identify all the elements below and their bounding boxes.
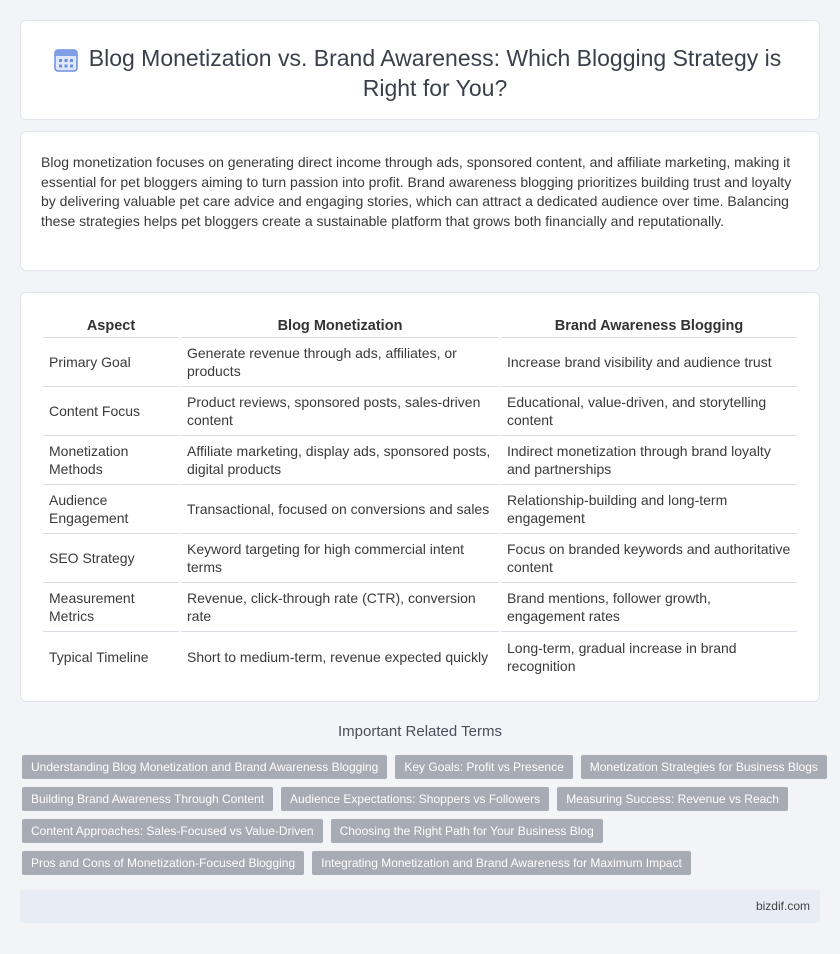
related-term-link[interactable]: Measuring Success: Revenue vs Reach [557, 787, 788, 811]
intro-paragraph: Blog monetization focuses on generating direct income through ads, sponsored content, and affiliate marketing, making it essential for pet bloggers aiming to turn passion into profit. Brand awareness blogging prioritizes building trust and loyalty by delivering valuable pet care advice and engaging stories, which can attract a dedicated audience over time. Balancing these strategies helps pet bloggers create a sustainable platform that grows both financially and reputationally. [41, 154, 792, 229]
table-row [43, 485, 797, 534]
intro-card [20, 131, 820, 271]
related-term-link[interactable]: Key Goals: Profit vs Presence [395, 755, 572, 779]
comparison-table [41, 315, 799, 681]
row-aspect: Content Focus [43, 387, 179, 436]
tag-row [22, 851, 822, 875]
row-brand-awareness: Brand mentions, follower growth, engagement rates [501, 583, 797, 632]
comparison-card [20, 292, 820, 702]
row-brand-awareness: Educational, value-driven, and storytelling content [501, 387, 797, 436]
row-aspect: Typical Timeline [49, 648, 149, 665]
table-row [43, 583, 797, 632]
related-term-link[interactable]: Choosing the Right Path for Your Business Blog [331, 819, 603, 843]
row-aspect: Monetization Methods [43, 436, 179, 485]
row-brand-awareness: Long-term, gradual increase in brand recognition [507, 639, 737, 674]
row-aspect: Audience Engagement [43, 485, 179, 534]
related-term-link[interactable]: Building Brand Awareness Through Content [22, 787, 273, 811]
header-aspect: Aspect [43, 315, 179, 338]
related-term-link[interactable]: Audience Expectations: Shoppers vs Followers [281, 787, 549, 811]
row-monetization: Affiliate marketing, display ads, sponsored posts, digital products [181, 436, 499, 485]
row-monetization: Keyword targeting for high commercial intent terms [181, 534, 499, 583]
row-monetization: Product reviews, sponsored posts, sales-driven content [181, 387, 499, 436]
related-term-link[interactable]: Monetization Strategies for Business Blogs [581, 755, 827, 779]
related-term-link[interactable]: Understanding Blog Monetization and Brand Awareness Blogging [22, 755, 387, 779]
header-blog-monetization: Blog Monetization [181, 315, 499, 338]
footer-site-link[interactable]: bizdif.com [755, 899, 810, 913]
row-brand-awareness: Focus on branded keywords and authoritative content [501, 534, 797, 583]
table-row [43, 534, 797, 583]
tag-row [22, 755, 822, 779]
tag-row [22, 787, 822, 811]
row-brand-awareness: Indirect monetization through brand loyalty and partnerships [501, 436, 797, 485]
row-brand-awareness: Relationship-building and long-term engagement [501, 485, 797, 534]
row-monetization: Generate revenue through ads, affiliates, or products [181, 338, 499, 387]
row-aspect: Measurement Metrics [43, 583, 179, 632]
table-row [43, 632, 797, 681]
row-aspect: SEO Strategy [43, 534, 179, 583]
table-row [43, 436, 797, 485]
row-monetization: Short to medium-term, revenue expected quickly [187, 648, 489, 665]
related-terms-heading: Important Related Terms [338, 723, 502, 740]
row-aspect: Primary Goal [43, 338, 179, 387]
title-card [20, 20, 820, 120]
related-term-link[interactable]: Pros and Cons of Monetization-Focused Blogging [22, 851, 304, 875]
table-header-row [43, 315, 797, 338]
page-title: Blog Monetization vs. Brand Awareness: Which Blogging Strategy is Right for You? [88, 45, 782, 101]
header-brand-awareness: Brand Awareness Blogging [501, 315, 797, 338]
related-term-link[interactable]: Integrating Monetization and Brand Awareness for Maximum Impact [312, 851, 691, 875]
related-term-link[interactable]: Content Approaches: Sales-Focused vs Value-Driven [22, 819, 323, 843]
tag-row [22, 819, 822, 843]
table-row [43, 387, 797, 436]
footer [20, 890, 820, 923]
table-row [43, 338, 797, 387]
row-monetization: Transactional, focused on conversions and sales [181, 485, 499, 534]
row-brand-awareness: Increase brand visibility and audience trust [501, 338, 797, 387]
row-monetization: Revenue, click-through rate (CTR), conversion rate [181, 583, 499, 632]
related-terms-list [22, 755, 822, 883]
